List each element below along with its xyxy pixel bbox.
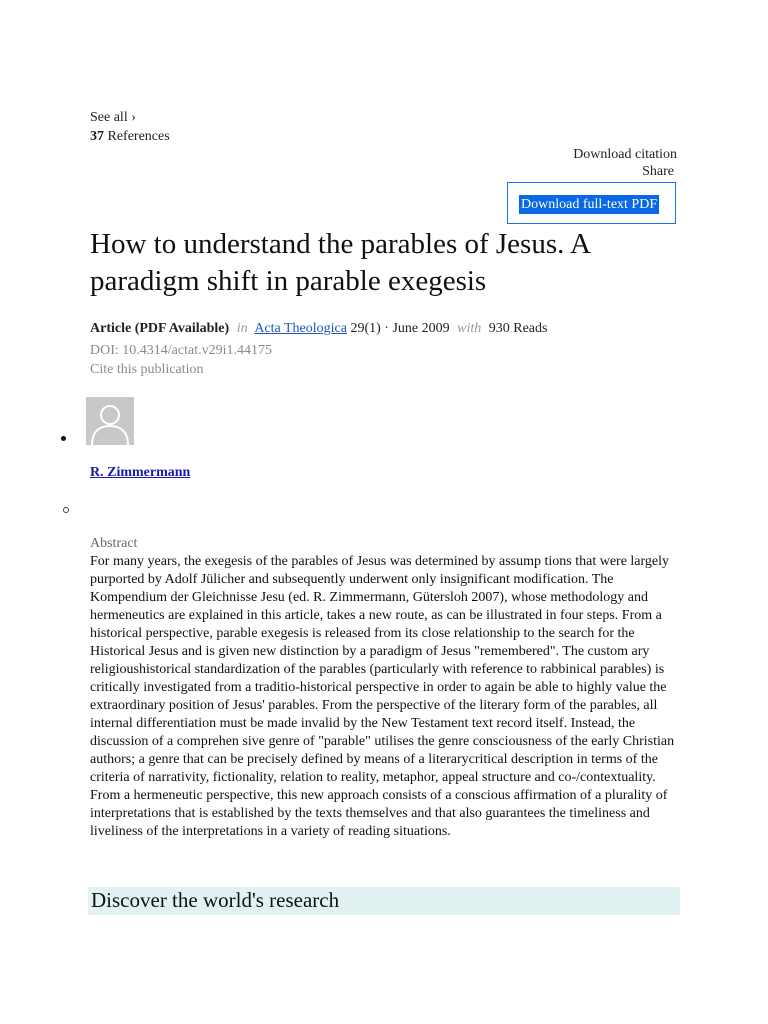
- article-type: Article (PDF Available): [90, 321, 230, 336]
- sublist-bullet: [63, 507, 69, 513]
- download-pdf-frame: [507, 182, 676, 224]
- in-word: in: [236, 321, 248, 336]
- share-link[interactable]: Share: [642, 164, 674, 179]
- doi: DOI: 10.4314/actat.v29i1.44175: [90, 343, 272, 358]
- avatar-graphic: [86, 397, 134, 445]
- publication-meta: [90, 321, 547, 337]
- references-number: 37: [90, 129, 104, 144]
- issue-date: 29(1) · June 2009: [350, 321, 450, 336]
- journal-link[interactable]: Acta Theologica: [254, 321, 347, 336]
- reads-count: 930 Reads: [488, 321, 548, 336]
- abstract-text: For many years, the exegesis of the parables of Jesus was determined by assump tions that were largely purported by Adolf Jülicher and subsequently underwent only insignificant modification. The Kompendium der Gleichnisse Jesu (ed. R. Zimmermann, Gütersloh 2007), whose methodology and hermeneutics are explained in this article, takes a new route, as can be illustrated in four steps. From a historical perspective, parable exegesis is released from its close relationship to the search for the Historical Jesus and is given new distinction by a paradigm of Jesus "remembered". The custom ary religioushistorical standardization of the parables (particularly with reference to rabbinical parables) is critically investigated from a traditio-historical perspective in order to again be able to highly value the extraordinary position of Jesus' parables. From the perspective of the literary form of the parables, all internal differentiation must be made invalid by the New Testament text record itself. Instead, the discussion of a comprehen sive genre of "parable" utilises the genre consciousness of the early Christian authors; a genre that can be precisely defined by means of a literarycritical description in terms of the criteria of narrativity, fictionality, relation to reality, metaphor, appeal structure and co-/contextuality. From a hermeneutic perspective, this new approach consists of a conscious affirmation of a plurality of interpretations that is established by the texts themselves and that also guarantees the timeliness and liveliness of the interpretations in a variety of reading situations.: [90, 554, 675, 839]
- list-bullet: [61, 436, 66, 441]
- references-count: [90, 129, 170, 145]
- person-silhouette-icon[interactable]: [86, 397, 134, 445]
- references-label: References: [107, 129, 170, 144]
- see-all-link[interactable]: See all ›: [90, 110, 136, 125]
- abstract-label: Abstract: [90, 536, 138, 551]
- cite-publication-link[interactable]: Cite this publication: [90, 362, 204, 377]
- with-word: with: [457, 321, 482, 336]
- article-title: How to understand the parables of Jesus. A paradigm shift in parable exegesis: [90, 228, 590, 297]
- author-link[interactable]: R. Zimmermann: [90, 465, 191, 480]
- download-citation-link[interactable]: Download citation: [573, 147, 677, 162]
- download-full-text-pdf-button[interactable]: Download full-text PDF: [521, 197, 658, 212]
- discover-heading: Discover the world's research: [88, 887, 680, 915]
